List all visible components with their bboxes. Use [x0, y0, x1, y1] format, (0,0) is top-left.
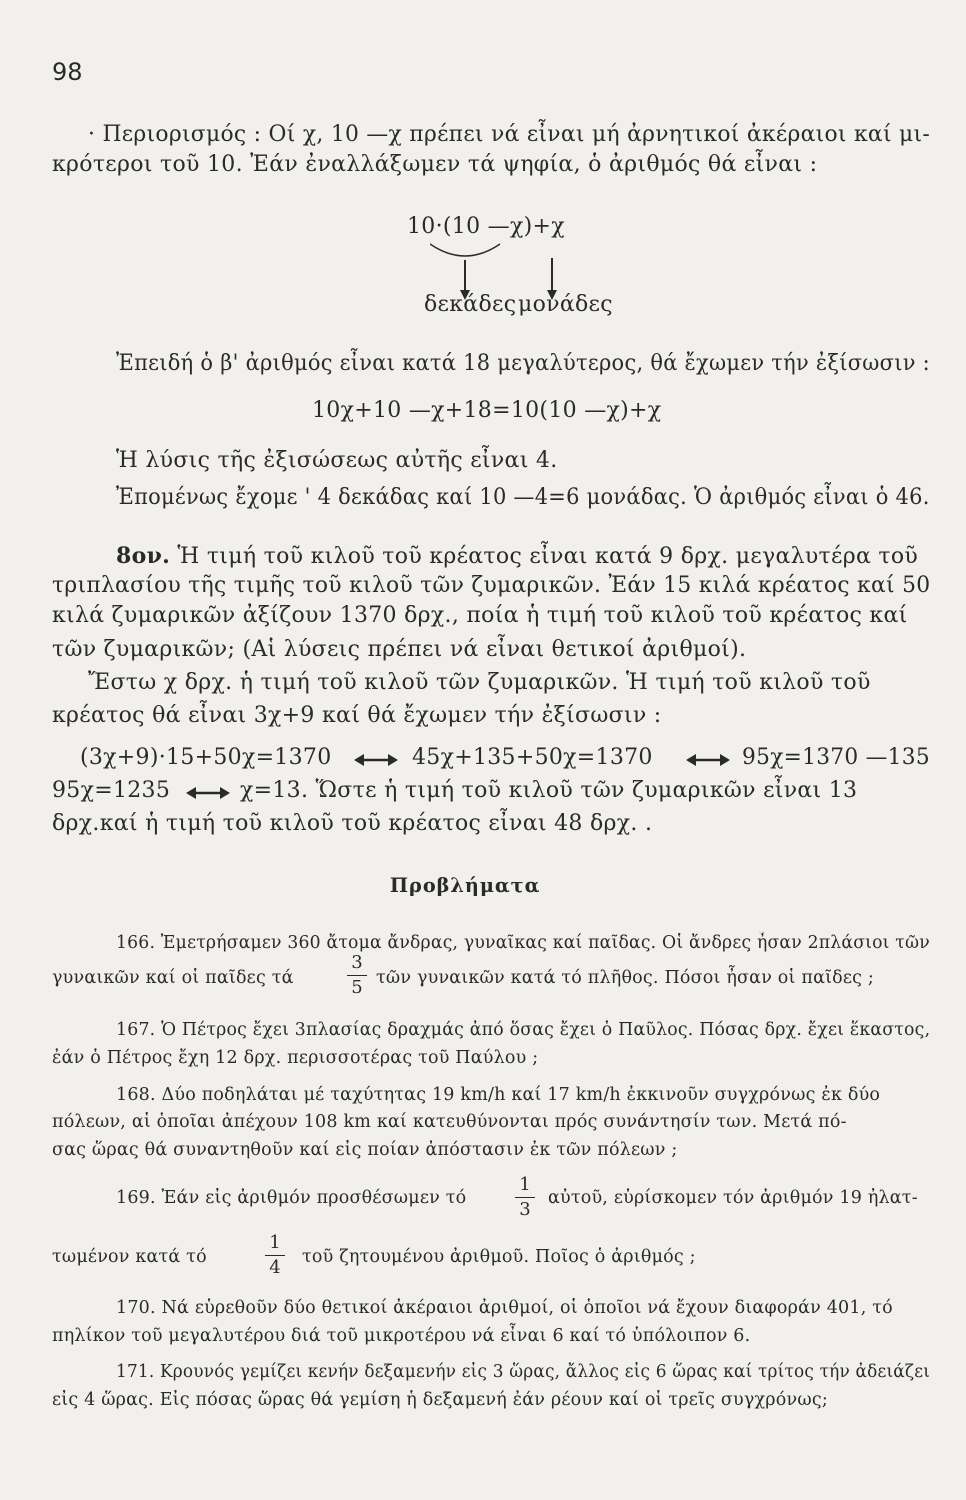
fraction-one-fourth [265, 1234, 285, 1277]
equation-3b: χ=13. Ὥστε ἡ τιμή τοῦ κιλοῦ τῶν ζυμαρικῶν εἶναι 13 [240, 778, 858, 803]
expression-swapped-digits: 10·(10 —χ)+χ [407, 214, 565, 239]
problem-170-line-1: 170. Νά εὑρεθοῦν δύο θετικοί ἀκέραιοι ἀριθμοί, οἱ ὁποῖοι νά ἔχουν διαφοράν 401, τό [116, 1298, 893, 1318]
problem-168-line-1: 168. Δύο ποδηλάται μέ ταχύτητας 19 km/h καί 17 km/h ἐκκινοῦν συγχρόνως ἐκ δύο [116, 1085, 881, 1105]
exercise-8-line-5: Ἔστω χ δρχ. ἡ τιμή τοῦ κιλοῦ τῶν ζυμαρικῶν. Ἡ τιμή τοῦ κιλοῦ τοῦ [88, 670, 871, 695]
fraction-denominator: 3 [519, 1199, 531, 1220]
fraction-denominator: 5 [351, 977, 363, 998]
exercise-8-number: 8ον. [116, 543, 171, 569]
equation-2b: 45χ+135+50χ=1370 [412, 745, 653, 770]
exercise-8-line-1 [116, 543, 918, 569]
equation-intro: Ἐπειδή ὁ β' ἀριθμός εἶναι κατά 18 μεγαλύτερος, θά ἔχωμεν τήν ἐξίσωσιν : [116, 351, 930, 376]
solution-line: Ἡ λύσις τῆς ἐξισώσεως αὐτῆς εἶναι 4. [116, 448, 558, 473]
result-line: Ἐπομένως ἔχομε ' 4 δεκάδας καί 10 —4=6 μονάδας. Ὁ ἀριθμός εἶναι ὁ 46. [116, 485, 930, 510]
problem-169-line-1a: 169. Ἐάν εἰς ἀριθμόν προσθέσωμεν τό [116, 1188, 467, 1208]
tens-bracket [430, 244, 500, 256]
double-arrow-icon [686, 752, 730, 768]
fraction-one-third [515, 1176, 535, 1219]
fraction-denominator: 4 [269, 1257, 281, 1278]
equation-2c: 95χ=1370 —135 [742, 745, 930, 770]
double-arrow-icon [354, 752, 398, 768]
exercise-8-line-2: τριπλασίου τῆς τιμῆς τοῦ κιλοῦ τῶν ζυμαρικῶν. Ἐάν 15 κιλά κρέατος καί 50 [52, 573, 931, 598]
fraction-numerator: 1 [269, 1232, 281, 1253]
exercise-8-line-9: δρχ.καί ἡ τιμή τοῦ κιλοῦ τοῦ κρέατος εἶναι 48 δρχ. . [52, 811, 653, 836]
constraint-line-2: κρότεροι τοῦ 10. Ἐάν ἐναλλάξωμεν τά ψηφία, ὁ ἀριθμός θά εἶναι : [52, 152, 818, 177]
label-tens: δεκάδες [424, 292, 517, 317]
problem-169-line-1b: αὐτοῦ, εὑρίσκομεν τόν ἀριθμόν 19 ἠλατ- [548, 1188, 918, 1208]
exercise-8-line-4: τῶν ζυμαρικῶν; (Αἱ λύσεις πρέπει νά εἶναι θετικοί ἀριθμοί). [52, 637, 747, 662]
equation-1: 10χ+10 —χ+18=10(10 —χ)+χ [312, 398, 662, 423]
problem-169-line-2b: τοῦ ζητουμένου ἀριθμοῦ. Ποῖος ὁ ἀριθμός ; [302, 1247, 696, 1267]
problem-171-line-2: εἰς 4 ὥρας. Εἰς πόσας ὥρας θά γεμίση ἡ δεξαμενή ἐάν ρέουν καί οἱ τρεῖς συγχρόνως; [52, 1390, 828, 1410]
equation-3a: 95χ=1235 [52, 778, 171, 803]
problem-169-line-2a: τωμένον κατά τό [52, 1247, 207, 1267]
problem-166-line-2a: γυναικῶν καί οἱ παῖδες τά [52, 968, 294, 988]
constraint-line-1: · Περιορισμός : Οί χ, 10 —χ πρέπει νά εἶναι μή ἀρνητικοί ἀκέραιοι καί μι- [88, 122, 931, 147]
page-number: 98 [52, 58, 83, 86]
problem-168-line-3: σας ὥρας θά συναντηθοῦν καί εἰς ποίαν ἀπόστασιν ἐκ τῶν πόλεων ; [52, 1140, 678, 1160]
problem-167-line-2: ἐάν ὁ Πέτρος ἔχη 12 δρχ. περισσοτέρας τοῦ Παύλου ; [52, 1048, 539, 1068]
problem-171-line-1: 171. Κρουνός γεμίζει κενήν δεξαμενήν εἰς 3 ὥρας, ἄλλος εἰς 6 ὥρας καί τρίτος τήν ἀδειάζει [116, 1362, 931, 1382]
fraction-numerator: 3 [351, 952, 363, 973]
double-arrow-icon [186, 785, 230, 801]
exercise-8-line-3: κιλά ζυμαρικῶν ἀξίζουν 1370 δρχ., ποία ἡ τιμή τοῦ κιλοῦ τοῦ κρέατος καί [52, 603, 908, 628]
equation-2a: (3χ+9)·15+50χ=1370 [80, 745, 332, 770]
exercise-8-text-1: Ἡ τιμή τοῦ κιλοῦ τοῦ κρέατος εἶναι κατά 9 δρχ. μεγαλυτέρα τοῦ [170, 544, 919, 569]
problem-170-line-2: πηλίκον τοῦ μεγαλυτέρου διά τοῦ μικροτέρου νά εἶναι 6 καί τό ὑπόλοιπον 6. [52, 1326, 751, 1346]
problem-167-line-1: 167. Ὁ Πέτρος ἔχει 3πλασίας δραχμάς ἀπό ὅσας ἔχει ὁ Παῦλος. Πόσας δρχ. ἔχει ἕκαστος, [116, 1020, 931, 1040]
exercise-8-line-6: κρέατος θά εἶναι 3χ+9 καί θά ἔχωμεν τήν ἐξίσωσιν : [52, 703, 662, 728]
label-units: μονάδες [518, 292, 613, 317]
problem-166-line-2b: τῶν γυναικῶν κατά τό πλῆθος. Πόσοι ἦσαν οἱ παῖδες ; [376, 968, 875, 988]
fraction-numerator: 1 [519, 1174, 531, 1195]
problem-166-line-1: 166. Ἐμετρήσαμεν 360 ἄτομα ἄνδρας, γυναῖκας καί παῖδας. Οἱ ἄνδρες ἦσαν 2πλάσιοι τῶν [116, 933, 930, 953]
problem-168-line-2: πόλεων, αἱ ὁποῖαι ἀπέχουν 108 km καί κατευθύνονται πρός συνάντησίν των. Μετά πό- [52, 1112, 847, 1132]
fraction-three-fifths [347, 954, 367, 997]
section-title: Προβλήματα [389, 873, 541, 897]
